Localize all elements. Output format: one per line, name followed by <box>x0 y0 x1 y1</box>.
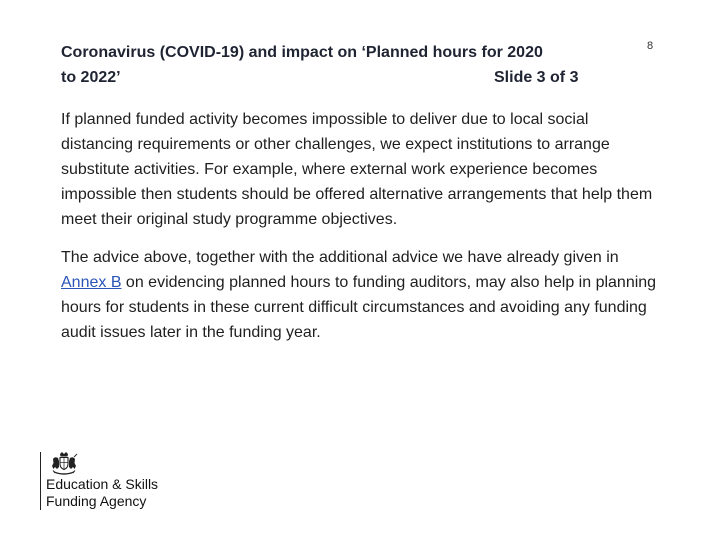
logo-divider <box>40 452 41 510</box>
slide-title <box>61 40 601 90</box>
royal-crest-icon <box>47 451 81 477</box>
slide-title-line2 <box>61 65 601 90</box>
paragraph2-text-after: on evidencing planned hours to funding auditors, may also help in planning hours for students in these current difficult circumstances and avoiding any funding audit issues later in the funding year. <box>61 274 657 341</box>
paragraph2-text-before: The advice above, together with the additional advice we have already given in <box>61 249 619 266</box>
annex-b-link[interactable]: Annex B <box>61 274 122 291</box>
slide-title-line1: Coronavirus (COVID-19) and impact on ‘Planned hours for 2020 <box>61 44 543 61</box>
esfa-logo <box>40 450 200 514</box>
logo-text <box>46 476 158 510</box>
logo-line-1: Education & Skills <box>46 476 159 492</box>
slide-body <box>61 107 661 358</box>
page-number: 8 <box>647 40 654 52</box>
slide-title-line2-text: to 2022’ <box>61 69 121 86</box>
paragraph-substitute-activities: If planned funded activity becomes impossible to deliver due to local social distancing requirements or other challenges, we expect institutions to arrange substitute activities. For example, where external work experience becomes impossible then students should be offered alternative arrangements that help them meet their original study programme objectives. <box>61 111 653 228</box>
paragraph-additional-advice <box>61 245 661 345</box>
slide-indicator: Slide 3 of 3 <box>494 69 579 86</box>
logo-line-2: Funding Agency <box>46 493 147 509</box>
